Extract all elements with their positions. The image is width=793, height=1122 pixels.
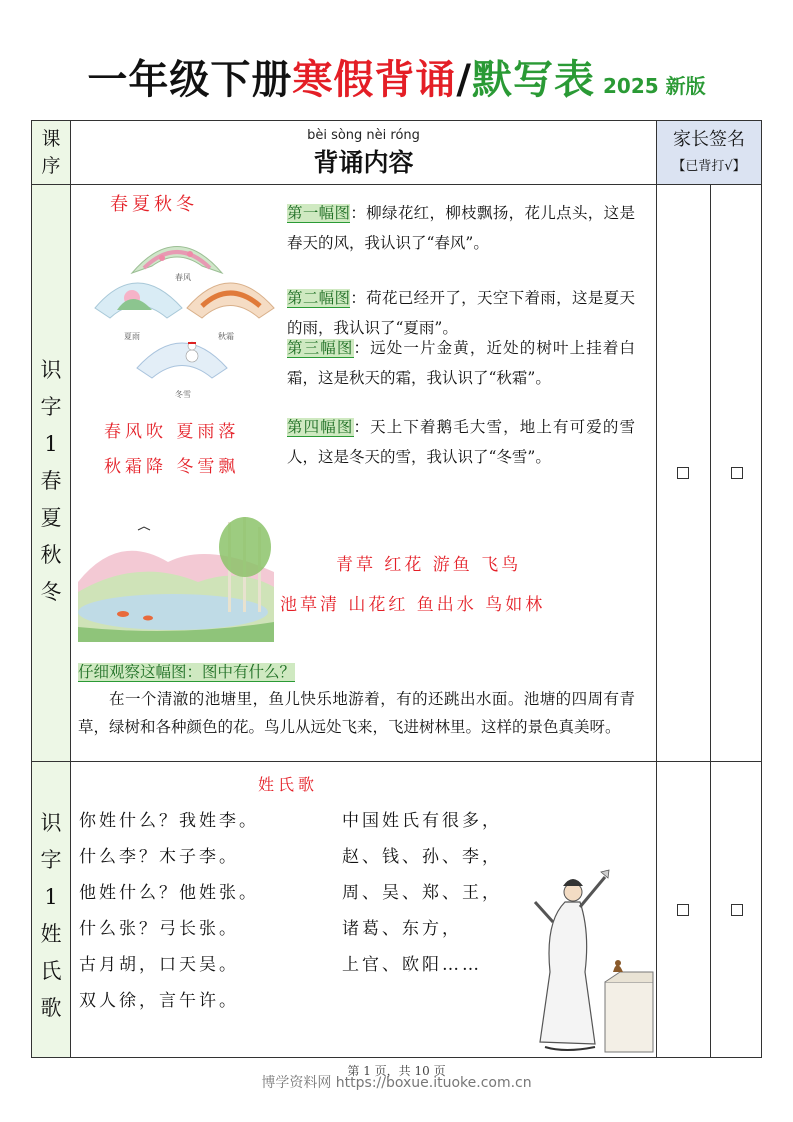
pic2-text: ：荷花已经开了，天空下着雨，这是夏天的雨，我认识了“夏雨”。 [287,289,635,337]
song-line: 你姓什么？我姓李。 [79,811,259,831]
label-char: 歌 [40,996,62,1020]
parent-check-box-3[interactable] [677,904,689,916]
grid-line [31,184,762,185]
song-line: 赵、钱、孙、李， [342,847,502,867]
pic4-tag: 第四幅图 [287,418,354,436]
header-char: 序 [41,155,61,177]
pic1-tag: 第一幅图 [287,204,351,222]
image-label-spring: 春风 [175,273,191,282]
footer-watermark[interactable]: 博学资料网 https://boxue.ituoke.com.cn [261,1075,532,1091]
label-char: 夏 [40,506,62,530]
page-info: 第 1 页，共 10 页 [347,1064,446,1078]
winter-fan [137,342,227,378]
grid-line [31,761,762,762]
label-char: 字 [40,848,62,872]
title-recite: 寒假背诵 [292,57,457,103]
pic3-paragraph [287,333,635,393]
label-char: 识 [40,811,62,835]
pic4-paragraph [287,412,635,472]
poem-title: 春夏秋冬 [110,194,198,215]
words-line1: 青草 红花 游鱼 飞鸟 [336,555,522,575]
label-char: 1 [44,432,58,456]
lesson1-label [31,352,71,611]
title-dictation: 默写表 [471,57,595,103]
title-separator: / [456,57,472,103]
words-line2: 池草清 山花红 鱼出水 鸟如林 [280,595,546,615]
label-char: 1 [44,885,58,909]
observe-paragraph: 在一个清澈的池塘里，鱼儿快乐地游着，有的还跳出水面。池塘的四周有青草，绿树和各种颜色的花。鸟儿从远处飞来，飞进树林里。这样的景色真美呀。 [78,690,635,736]
song-line: 周、吴、郑、王， [342,883,502,903]
pic1-paragraph [287,198,635,258]
song-line: 什么张？弓长张。 [79,919,239,939]
ancient-scholar-illustration [525,862,655,1057]
song-line: 诸葛、东方， [342,919,462,939]
parent-check-box-1[interactable] [677,467,689,479]
pic4-text: ：天上下着鹅毛大雪，地上有可爱的雪人，这是冬天的雪，我认识了“冬雪”。 [287,418,635,466]
label-char: 春 [40,469,62,493]
title-grade: 一年级下册 [87,57,293,103]
seasons-illustration [92,218,277,388]
label-char: 识 [40,358,62,382]
label-char: 姓 [40,922,62,946]
season-pairs-line1: 春风吹 夏雨落 [104,422,240,442]
image-label-autumn: 秋霜 [218,332,234,341]
song-line: 中国姓氏有很多， [342,811,502,831]
song-line: 他姓什么？他姓张。 [79,883,259,903]
song-line: 上官、欧阳…… [342,955,482,975]
image-label-winter: 冬雪 [175,390,191,399]
observe-title: 仔细观察这幅图：图中有什么？ [78,663,296,681]
song-line: 双人徐，言午许。 [79,991,239,1011]
parent-sign-note: 【已背打√】 [672,159,746,174]
edition-label: 2025 新版 [602,74,706,98]
label-char: 字 [40,395,62,419]
grid-line [710,184,711,1058]
header-char: 课 [41,128,61,150]
page-title [0,48,793,105]
content-header: 背诵内容 [313,148,414,177]
song-right-column [342,803,502,983]
song-left-column [79,803,259,1019]
grid-line [656,120,657,1058]
song-line: 古月胡，口天吴。 [79,955,239,975]
pic3-tag: 第三幅图 [287,339,354,357]
lesson-column-header [31,126,71,180]
season-pairs-line2: 秋霜降 冬雪飘 [104,457,240,477]
parent-sign-header: 家长签名 [673,129,745,150]
label-char: 氏 [40,959,62,983]
image-label-summer: 夏雨 [124,332,140,341]
label-char: 冬 [40,580,62,604]
pic3-text: ：远处一片金黄，近处的树叶上挂着白霜，这是秋天的霜，我认识了“秋霜”。 [287,339,635,387]
autumn-fan [187,283,274,318]
observe-title-row [78,657,638,687]
parent-check-box-2[interactable] [731,467,743,479]
label-char: 秋 [40,543,62,567]
pic2-tag: 第二幅图 [287,289,351,307]
song-line: 什么李？木子李。 [79,847,239,867]
lesson2-label [31,805,71,1027]
parent-check-box-4[interactable] [731,904,743,916]
song-title: 姓氏歌 [258,775,319,794]
summer-fan [95,283,182,318]
spring-fan [132,247,222,274]
pond-landscape-illustration [78,512,274,642]
content-pinyin: bèi sòng nèi róng [307,128,420,143]
pic1-text: ：柳绿花红，柳枝飘扬，花儿点头，这是春天的风，我认识了“春风”。 [287,204,635,252]
